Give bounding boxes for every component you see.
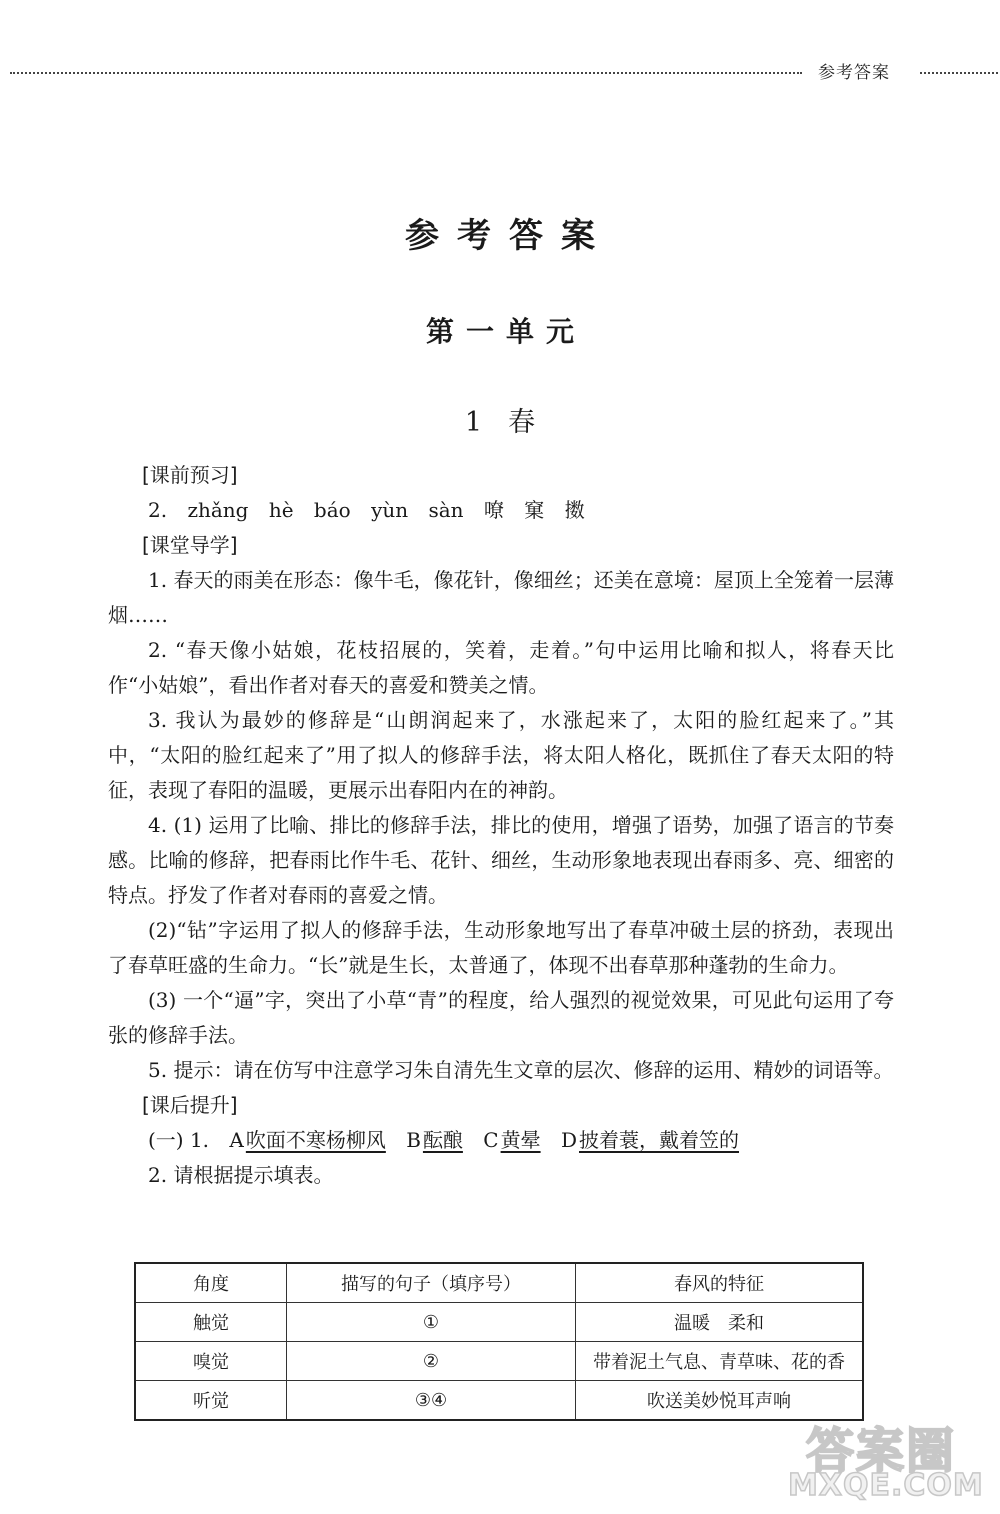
table-cell: 带着泥土气息、青草味、花的香 <box>576 1342 864 1381</box>
option-label: A <box>229 1128 244 1152</box>
character-item: 嘹 <box>483 498 504 522</box>
answer-paragraph: 3. 我认为最妙的修辞是“山朗润起来了，水涨起来了，太阳的脸红起来了。”其中，“太阳的脸红起来了”用了拟人的修辞手法，将太阳人格化，既抓住了春天太阳的特征，表现了春阳的温暖，更展示出春阳内在的神韵。 <box>108 708 894 802</box>
table-header-row <box>135 1263 863 1303</box>
question-number: (一) 1. <box>148 1128 210 1152</box>
answer-paragraph: 5. 提示：请在仿写中注意学习朱自清先生文章的层次、修辞的运用、精妙的词语等。 <box>148 1058 894 1082</box>
answer-body <box>108 458 894 1193</box>
table-cell: 嗅觉 <box>135 1342 287 1381</box>
watermark-logo <box>780 1412 990 1510</box>
pinyin-answer-line <box>108 493 894 528</box>
running-header <box>0 56 1000 86</box>
pinyin-item: sàn <box>428 498 464 522</box>
option-label: D <box>560 1128 577 1152</box>
watermark-url: MXQE.COM <box>788 1468 984 1503</box>
option-label: C <box>483 1128 499 1152</box>
table-row <box>135 1303 863 1342</box>
table-cell: 吹送美妙悦耳声响 <box>576 1381 864 1421</box>
answer-paragraph: 4. (1) 运用了比喻、排比的修辞手法，排比的使用，增强了语势，加强了语言的节奏感。比喻的修辞，把春雨比作牛毛、花针、细丝，生动形象地表现出春雨多、亮、细密的特点。抒发了作者对春雨的喜爱之情。 <box>108 813 894 907</box>
option-label: B <box>406 1128 421 1152</box>
underlined-answer: 黄晕 <box>500 1128 541 1152</box>
section-heading-pre-class: [课前预习] <box>142 463 238 487</box>
question-number: 2. <box>148 498 168 522</box>
table-instruction: 2. 请根据提示填表。 <box>148 1163 334 1187</box>
table-cell: 触觉 <box>135 1303 287 1342</box>
underlined-answer: 吹面不寒杨柳风 <box>245 1128 386 1152</box>
pinyin-item: báo <box>313 498 351 522</box>
table-header-cell: 角度 <box>135 1263 287 1303</box>
underlined-answer: 酝酿 <box>422 1128 463 1152</box>
table-header-cell: 描写的句子（填序号） <box>287 1263 576 1303</box>
answer-table-container <box>134 1262 864 1421</box>
table-row <box>135 1381 863 1421</box>
underlined-answer: 披着蓑，戴着笠的 <box>579 1128 739 1152</box>
table-cell: 听觉 <box>135 1381 287 1421</box>
answer-paragraph: 1. 春天的雨美在形态：像牛毛，像花针，像细丝；还美在意境：屋顶上全笼着一层薄烟…… <box>108 568 894 627</box>
pinyin-item: hè <box>268 498 294 522</box>
watermark-glyphs: 答案圈 <box>806 1423 957 1479</box>
section-heading-in-class: [课堂导学] <box>142 533 238 557</box>
page-title: 参考答案 <box>405 216 613 256</box>
running-head-text: 参考答案 <box>818 63 890 83</box>
table-row <box>135 1342 863 1381</box>
lesson-number: 1 <box>464 407 483 438</box>
answer-paragraph: 2. “春天像小姑娘，花枝招展的，笑着，走着。”句中运用比喻和拟人，将春天比作“小姑娘”，看出作者对春天的喜爱和赞美之情。 <box>108 638 894 697</box>
pinyin-item: yùn <box>371 498 409 522</box>
character-item: 窠 <box>524 498 545 522</box>
fill-in-answer-line <box>108 1123 894 1158</box>
header-dotted-rule-left <box>10 72 802 74</box>
table-cell: ① <box>287 1303 576 1342</box>
answer-table <box>134 1262 864 1421</box>
answer-paragraph: (3) 一个“逼”字，突出了小草“青”的程度，给人强烈的视觉效果，可见此句运用了夸张的修辞手法。 <box>108 988 894 1047</box>
table-header-cell: 春风的特征 <box>576 1263 864 1303</box>
table-cell: ③④ <box>287 1381 576 1421</box>
table-cell: 温暖 柔和 <box>576 1303 864 1342</box>
pinyin-item: zhǎng <box>187 498 249 522</box>
lesson-name: 春 <box>508 407 536 438</box>
character-item: 擞 <box>564 498 585 522</box>
lesson-title <box>0 400 1000 439</box>
answer-paragraph: (2)“钻”字运用了拟人的修辞手法，生动形象地写出了春草冲破土层的挤劲，表现出了春草旺盛的生命力。“长”就是生长，太普通了，体现不出春草那种蓬勃的生命力。 <box>108 918 894 977</box>
section-heading-after-class: [课后提升] <box>142 1093 238 1117</box>
table-cell: ② <box>287 1342 576 1381</box>
unit-title: 第一单元 <box>425 315 586 348</box>
header-dotted-rule-right <box>920 72 998 74</box>
